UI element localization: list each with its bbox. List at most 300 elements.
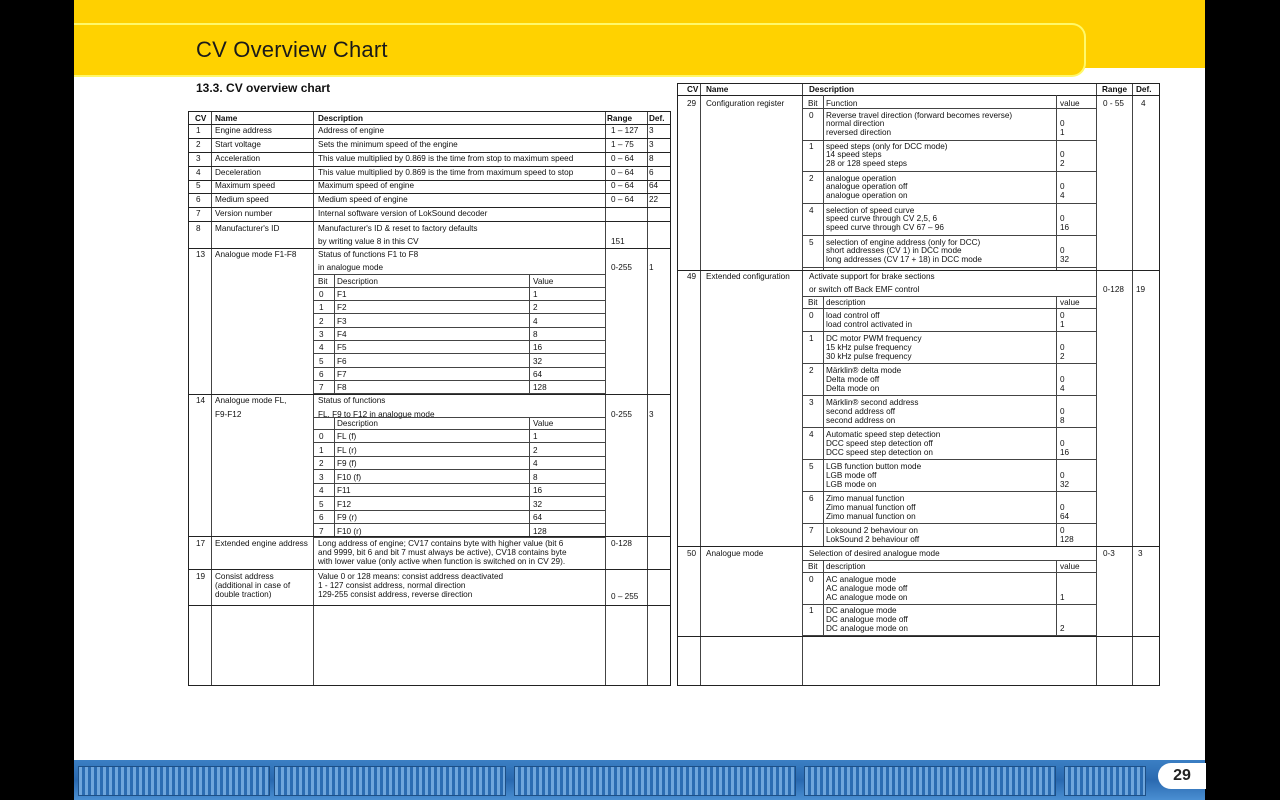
sub-header-function: Function bbox=[826, 99, 858, 108]
cv-range: 0-128 bbox=[611, 539, 632, 548]
bit-value: 0 bbox=[1060, 407, 1065, 416]
footer-decoration bbox=[274, 766, 506, 796]
function-name: F2 bbox=[337, 303, 347, 313]
sub-header-description: Description bbox=[337, 277, 378, 286]
cv-default: 3 bbox=[649, 410, 654, 419]
cv-description: Sets the minimum speed of the engine bbox=[318, 140, 458, 149]
bit-number: 2 bbox=[809, 366, 814, 375]
bit-value: 0 bbox=[1060, 526, 1065, 535]
function-option: second address off bbox=[826, 407, 896, 416]
bit-value: 64 bbox=[533, 369, 543, 379]
row-divider bbox=[189, 207, 670, 208]
cv-number: 17 bbox=[196, 539, 206, 548]
bit-number: 0 bbox=[809, 111, 814, 120]
cv-name: Analogue mode F1-F8 bbox=[215, 250, 297, 259]
bit-value: 2 bbox=[1060, 624, 1065, 633]
header-name: Name bbox=[215, 114, 238, 123]
cv-default: 6 bbox=[649, 168, 654, 177]
row-divider bbox=[313, 442, 605, 443]
cv-description: by writing value 8 in this CV bbox=[318, 237, 419, 246]
bit-value: 2 bbox=[1060, 352, 1065, 361]
column-divider bbox=[823, 296, 824, 546]
bit-value: 16 bbox=[533, 486, 543, 495]
function-title: speed steps (only for DCC mode) bbox=[826, 142, 948, 151]
cv-range: 0 – 64 bbox=[611, 154, 634, 163]
cv-name: Maximum speed bbox=[215, 181, 276, 190]
row-divider bbox=[802, 203, 1096, 204]
row-divider bbox=[802, 171, 1096, 172]
row-divider bbox=[802, 560, 1096, 561]
column-divider bbox=[529, 417, 530, 536]
cv-range: 1 – 75 bbox=[611, 140, 634, 149]
function-title: DC analogue mode bbox=[826, 606, 897, 615]
row-divider bbox=[313, 523, 605, 524]
cv-number: 5 bbox=[196, 181, 201, 190]
cv-number: 1 bbox=[196, 126, 201, 135]
bit-value: 64 bbox=[533, 513, 543, 522]
bit-number: 7 bbox=[809, 526, 814, 535]
header-name: Name bbox=[706, 85, 729, 94]
row-divider bbox=[802, 491, 1096, 492]
row-divider bbox=[802, 331, 1096, 332]
column-divider bbox=[700, 84, 701, 685]
row-divider bbox=[678, 270, 1159, 271]
cv-default: 3 bbox=[1138, 549, 1143, 558]
column-divider bbox=[647, 112, 648, 685]
footer-decoration bbox=[804, 766, 1056, 796]
cv-name: Manufacturer's ID bbox=[215, 224, 280, 233]
cv-name: Engine address bbox=[215, 126, 272, 135]
footer-decoration bbox=[78, 766, 270, 796]
function-name: F12 bbox=[337, 499, 352, 509]
row-divider bbox=[313, 367, 605, 368]
row-divider bbox=[802, 308, 1096, 309]
bit-value: 0 bbox=[1060, 150, 1065, 159]
cv-number: 13 bbox=[196, 250, 206, 259]
function-option: DC analogue mode off bbox=[826, 615, 908, 624]
cv-number: 7 bbox=[196, 209, 201, 218]
function-title: Märklin® second address bbox=[826, 398, 919, 407]
cv-number: 6 bbox=[196, 195, 201, 204]
column-divider bbox=[211, 112, 212, 685]
bit-number: 2 bbox=[809, 174, 814, 183]
row-divider bbox=[313, 287, 605, 288]
function-option: long addresses (CV 17 + 18) in DCC mode bbox=[826, 255, 982, 264]
footer-decoration bbox=[1064, 766, 1146, 796]
bit-value: 0 bbox=[1060, 182, 1065, 191]
function-option: second address on bbox=[826, 416, 896, 425]
bit-number: 4 bbox=[319, 486, 324, 495]
function-name: F3 bbox=[337, 316, 347, 326]
row-divider bbox=[802, 267, 1096, 268]
bit-value: 4 bbox=[1060, 191, 1065, 200]
bit-value: 0 bbox=[1060, 343, 1065, 352]
cv-description: Value 0 or 128 means: consist address deactivated bbox=[318, 572, 504, 581]
bit-value: 32 bbox=[1060, 480, 1070, 489]
cv-table-left bbox=[188, 111, 671, 686]
bit-number: 4 bbox=[319, 343, 324, 353]
column-divider bbox=[802, 84, 803, 685]
bit-number: 1 bbox=[319, 303, 324, 313]
bit-value: 0 bbox=[1060, 471, 1065, 480]
row-divider bbox=[313, 300, 605, 301]
function-title: Reverse travel direction (forward becomes reverse) bbox=[826, 111, 1013, 120]
cv-name: Version number bbox=[215, 209, 273, 218]
bit-number: 6 bbox=[319, 369, 324, 379]
cv-default: 4 bbox=[1141, 99, 1146, 108]
row-divider bbox=[189, 248, 670, 249]
function-option: 15 kHz pulse frequency bbox=[826, 343, 912, 352]
function-option: speed curve through CV 67 – 96 bbox=[826, 223, 944, 232]
bit-value: 0 bbox=[1060, 246, 1065, 255]
cv-description: FL, F9 to F12 in analogue mode bbox=[318, 410, 435, 419]
cv-description: 129-255 consist address, reverse direction bbox=[318, 590, 473, 599]
sub-header-value: value bbox=[1060, 562, 1080, 571]
function-title: Loksound 2 behaviour on bbox=[826, 526, 918, 535]
column-divider bbox=[1132, 84, 1133, 685]
cv-default: 3 bbox=[649, 140, 654, 149]
row-divider bbox=[189, 166, 670, 167]
column-divider bbox=[1056, 296, 1057, 546]
cv-name: Analogue mode bbox=[706, 549, 764, 558]
cv-description: 1 - 127 consist address, normal direction bbox=[318, 581, 466, 590]
cv-default: 64 bbox=[649, 181, 659, 190]
row-divider bbox=[802, 363, 1096, 364]
function-title: selection of engine address (only for DCC) bbox=[826, 238, 981, 247]
function-option: analogue operation on bbox=[826, 191, 908, 200]
header-description: Description bbox=[809, 85, 855, 94]
cv-number: 8 bbox=[196, 224, 201, 233]
function-name: F5 bbox=[337, 343, 347, 353]
cv-name: Start voltage bbox=[215, 140, 261, 149]
bit-value: 1 bbox=[1060, 593, 1065, 602]
cv-name: Deceleration bbox=[215, 168, 261, 177]
bit-value: 1 bbox=[1060, 320, 1065, 329]
cv-description: and 9999, bit 6 and bit 7 must always be active), CV18 contains byte bbox=[318, 548, 567, 557]
cv-description: Maximum speed of engine bbox=[318, 181, 415, 190]
cv-number: 49 bbox=[687, 272, 697, 281]
bit-number: 0 bbox=[319, 432, 324, 441]
bit-number: 1 bbox=[319, 445, 324, 455]
bit-value: 2 bbox=[1060, 159, 1065, 168]
function-name: F9 (f) bbox=[337, 459, 357, 468]
cv-default: 8 bbox=[649, 154, 654, 163]
cv-description: Address of engine bbox=[318, 126, 384, 135]
sub-header-bit: Bit bbox=[808, 99, 818, 108]
bit-value: 0 bbox=[1060, 503, 1065, 512]
function-option: Delta mode on bbox=[826, 384, 880, 393]
row-divider bbox=[802, 459, 1096, 460]
cv-description: with lower value (only active when function is switched on in CV 29). bbox=[318, 557, 566, 566]
row-divider bbox=[189, 138, 670, 139]
function-title: AC analogue mode bbox=[826, 575, 897, 584]
bit-number: 6 bbox=[319, 513, 324, 522]
cv-range: 0-128 bbox=[1103, 285, 1124, 294]
function-option: speed curve through CV 2,5, 6 bbox=[826, 214, 938, 223]
header-def: Def. bbox=[1136, 85, 1152, 94]
row-divider bbox=[189, 569, 670, 570]
function-option: normal direction bbox=[826, 119, 885, 128]
function-option: 30 kHz pulse frequency bbox=[826, 352, 912, 361]
cv-range: 0 – 255 bbox=[611, 592, 639, 601]
cv-name: double traction) bbox=[215, 590, 272, 599]
row-divider bbox=[802, 523, 1096, 524]
bit-value: 32 bbox=[1060, 255, 1070, 264]
bit-value: 128 bbox=[533, 383, 547, 393]
bit-number: 1 bbox=[809, 606, 814, 615]
cv-description: in analogue mode bbox=[318, 263, 384, 272]
cv-name: Medium speed bbox=[215, 195, 269, 204]
page-number: 29 bbox=[1158, 763, 1206, 789]
sub-header-value: Value bbox=[533, 277, 554, 286]
cv-name: (additional in case of bbox=[215, 581, 291, 590]
bit-value: 16 bbox=[533, 343, 543, 353]
bit-number: 5 bbox=[809, 462, 814, 471]
header-cv: CV bbox=[687, 85, 699, 94]
cv-number: 19 bbox=[196, 572, 206, 581]
row-divider bbox=[313, 510, 605, 511]
cv-description: Status of functions bbox=[318, 396, 386, 405]
row-divider bbox=[802, 296, 1096, 297]
bit-number: 0 bbox=[319, 290, 324, 299]
header-description: Description bbox=[318, 114, 364, 123]
bit-value: 0 bbox=[1060, 311, 1065, 320]
function-option: LGB mode off bbox=[826, 471, 877, 480]
manual-page bbox=[74, 0, 1205, 800]
row-divider bbox=[189, 605, 670, 606]
function-option: AC analogue mode off bbox=[826, 584, 908, 593]
header-def: Def. bbox=[649, 114, 665, 123]
cv-range: 0-255 bbox=[611, 410, 632, 419]
function-name: F9 (r) bbox=[337, 513, 358, 522]
bit-number: 5 bbox=[319, 499, 324, 509]
function-name: F4 bbox=[337, 329, 347, 339]
cv-name: Acceleration bbox=[215, 154, 261, 163]
cv-name: Extended engine address bbox=[215, 539, 308, 548]
function-name: F8 bbox=[337, 383, 347, 393]
function-title: selection of speed curve bbox=[826, 206, 915, 215]
cv-name: Analogue mode FL, bbox=[215, 396, 287, 405]
cv-number: 3 bbox=[196, 154, 201, 163]
bit-value: 0 bbox=[1060, 439, 1065, 448]
bit-value: 128 bbox=[1060, 535, 1074, 544]
bit-value: 8 bbox=[533, 472, 538, 482]
function-title: analogue operation bbox=[826, 174, 897, 183]
sub-header-description: Description bbox=[337, 419, 378, 428]
cv-description: Long address of engine; CV17 contains byte with higher value (bit 6 bbox=[318, 539, 564, 548]
header-cv: CV bbox=[195, 114, 207, 123]
row-divider bbox=[313, 496, 605, 497]
cv-table-right bbox=[677, 83, 1160, 686]
cv-description: Internal software version of LokSound decoder bbox=[318, 209, 488, 218]
bit-number: 3 bbox=[319, 472, 324, 482]
function-option: DC analogue mode on bbox=[826, 624, 908, 633]
cv-description: Status of functions F1 to F8 bbox=[318, 250, 419, 259]
function-option: reversed direction bbox=[826, 128, 892, 137]
function-option: Zimo manual function off bbox=[826, 503, 916, 512]
section-heading: 13.3. CV overview chart bbox=[196, 81, 331, 95]
column-divider bbox=[529, 274, 530, 394]
row-divider bbox=[678, 636, 1159, 637]
cv-range: 0-3 bbox=[1103, 549, 1115, 558]
row-divider bbox=[313, 483, 605, 484]
bit-number: 0 bbox=[809, 311, 814, 320]
bit-value: 0 bbox=[1060, 375, 1065, 384]
cv-name: Consist address bbox=[215, 572, 274, 581]
row-divider bbox=[802, 604, 1096, 605]
row-divider bbox=[189, 394, 670, 395]
row-divider bbox=[189, 193, 670, 194]
row-divider bbox=[189, 124, 670, 125]
cv-description: Manufacturer's ID & reset to factory defaults bbox=[318, 224, 478, 233]
cv-range: 1 – 127 bbox=[611, 126, 639, 135]
function-option: LGB mode on bbox=[826, 480, 877, 489]
sub-header-bit: Bit bbox=[808, 298, 818, 307]
cv-name: Extended configuration bbox=[706, 272, 790, 281]
function-title: Automatic speed step detection bbox=[826, 430, 941, 439]
row-divider bbox=[313, 417, 605, 418]
function-name: F10 (f) bbox=[337, 472, 362, 482]
bit-value: 64 bbox=[1060, 512, 1070, 521]
cv-default: 19 bbox=[1136, 285, 1146, 294]
function-name: F10 (r) bbox=[337, 526, 362, 536]
function-option: load control activated in bbox=[826, 320, 913, 329]
bit-value: 16 bbox=[1060, 448, 1070, 457]
cv-description: Activate support for brake sections bbox=[809, 272, 935, 281]
bit-number: 3 bbox=[809, 398, 814, 407]
cv-description: Medium speed of engine bbox=[318, 195, 408, 204]
row-divider bbox=[313, 313, 605, 314]
cv-default: 3 bbox=[649, 126, 654, 135]
function-option: 14 speed steps bbox=[826, 150, 882, 159]
row-divider bbox=[802, 108, 1096, 109]
row-divider bbox=[313, 274, 605, 275]
column-divider bbox=[1096, 84, 1097, 685]
bit-number: 7 bbox=[319, 526, 324, 536]
row-divider bbox=[802, 235, 1096, 236]
bit-value: 1 bbox=[533, 432, 538, 441]
bit-number: 3 bbox=[319, 329, 324, 339]
cv-default: 1 bbox=[649, 263, 654, 272]
function-name: F6 bbox=[337, 356, 347, 366]
row-divider bbox=[678, 95, 1159, 96]
bit-number: 5 bbox=[319, 356, 324, 366]
sub-header-bit: Bit bbox=[318, 277, 328, 286]
page-title: CV Overview Chart bbox=[196, 37, 388, 62]
bit-number: 1 bbox=[809, 142, 814, 151]
bit-value: 4 bbox=[1060, 384, 1065, 393]
function-name: F11 bbox=[337, 486, 351, 495]
row-divider bbox=[313, 327, 605, 328]
bit-number: 4 bbox=[809, 430, 814, 439]
column-divider bbox=[334, 274, 335, 394]
bit-value: 4 bbox=[533, 316, 538, 326]
sub-header-value: value bbox=[1060, 99, 1080, 108]
cv-number: 2 bbox=[196, 140, 201, 149]
cv-name: F9-F12 bbox=[215, 410, 242, 419]
function-option: 28 or 128 speed steps bbox=[826, 159, 908, 168]
column-divider bbox=[823, 95, 824, 270]
cv-range: 0-255 bbox=[611, 263, 632, 272]
cv-range: 0 – 64 bbox=[611, 181, 634, 190]
sub-header-value: value bbox=[1060, 298, 1080, 307]
function-title: DC motor PWM frequency bbox=[826, 334, 922, 343]
cv-range: 0 – 64 bbox=[611, 195, 634, 204]
function-option: DCC speed step detection on bbox=[826, 448, 933, 457]
cv-description: Selection of desired analogue mode bbox=[809, 549, 940, 558]
sub-header-description: description bbox=[826, 298, 866, 307]
cv-description: or switch off Back EMF control bbox=[809, 285, 920, 294]
cv-name: Configuration register bbox=[706, 99, 785, 108]
function-name: F1 bbox=[337, 290, 347, 299]
row-divider bbox=[802, 572, 1096, 573]
function-option: Zimo manual function on bbox=[826, 512, 916, 521]
row-divider bbox=[802, 140, 1096, 141]
row-divider bbox=[313, 353, 605, 354]
bit-number: 1 bbox=[809, 334, 814, 343]
function-option: AC analogue mode on bbox=[826, 593, 908, 602]
sub-header-description: description bbox=[826, 562, 866, 571]
row-divider bbox=[313, 340, 605, 341]
function-name: F7 bbox=[337, 369, 347, 379]
function-option: Delta mode off bbox=[826, 375, 880, 384]
bit-value: 128 bbox=[533, 526, 547, 536]
cv-number: 4 bbox=[196, 168, 201, 177]
function-title: Zimo manual function bbox=[826, 494, 905, 503]
bit-value: 4 bbox=[533, 459, 538, 468]
row-divider bbox=[313, 380, 605, 381]
sub-header-value: Value bbox=[533, 419, 554, 428]
cv-range: 0 – 64 bbox=[611, 168, 634, 177]
row-divider bbox=[802, 395, 1096, 396]
function-name: FL (r) bbox=[337, 445, 357, 455]
bit-number: 7 bbox=[319, 383, 324, 393]
cv-range: 151 bbox=[611, 237, 625, 246]
cv-description: This value multiplied by 0.869 is the time from maximum speed to stop bbox=[318, 168, 574, 177]
header-range: Range bbox=[607, 114, 633, 123]
column-divider bbox=[1056, 95, 1057, 270]
bit-number: 2 bbox=[319, 316, 324, 326]
header-range: Range bbox=[1102, 85, 1128, 94]
row-divider bbox=[189, 152, 670, 153]
column-divider bbox=[334, 417, 335, 536]
row-divider bbox=[313, 456, 605, 457]
bit-number: 4 bbox=[809, 206, 814, 215]
function-option: analogue operation off bbox=[826, 182, 908, 191]
footer-strip bbox=[74, 760, 1205, 800]
row-divider bbox=[189, 536, 670, 537]
function-name: FL (f) bbox=[337, 432, 357, 441]
row-divider bbox=[313, 469, 605, 470]
function-option: DCC speed step detection off bbox=[826, 439, 933, 448]
footer-decoration bbox=[514, 766, 796, 796]
function-option: LokSound 2 behaviour off bbox=[826, 535, 920, 544]
bit-number: 2 bbox=[319, 459, 324, 468]
row-divider bbox=[313, 429, 605, 430]
function-option: short addresses (CV 1) in DCC mode bbox=[826, 246, 962, 255]
bit-value: 32 bbox=[533, 356, 543, 366]
cv-range: 0 - 55 bbox=[1103, 99, 1124, 108]
bit-value: 0 bbox=[1060, 214, 1065, 223]
cv-number: 50 bbox=[687, 549, 697, 558]
bit-number: 5 bbox=[809, 238, 814, 247]
bit-number: 6 bbox=[809, 494, 814, 503]
function-title: Märklin® delta mode bbox=[826, 366, 902, 375]
bit-value: 8 bbox=[533, 329, 538, 339]
row-divider bbox=[802, 427, 1096, 428]
sub-header-bit: Bit bbox=[808, 562, 818, 571]
row-divider bbox=[678, 546, 1159, 547]
